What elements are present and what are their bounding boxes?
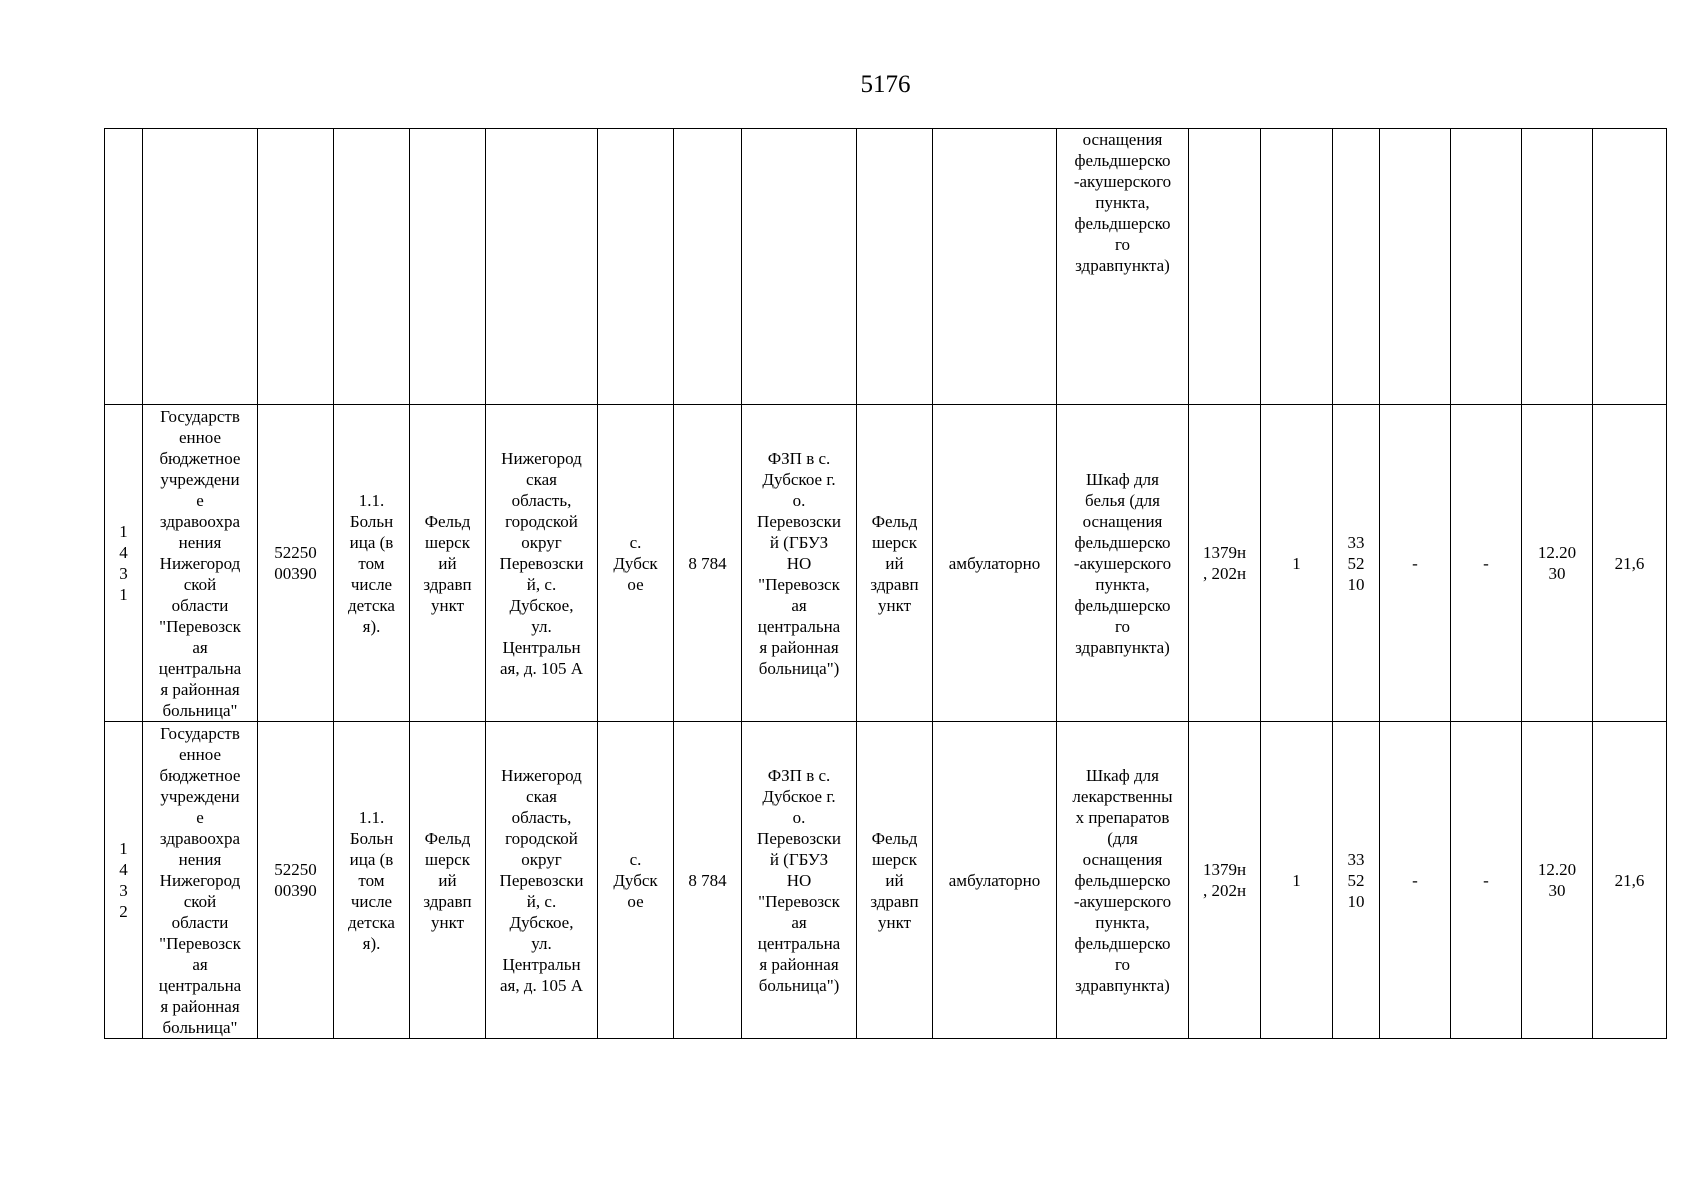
cell-care-condition: амбулаторно [933, 405, 1057, 722]
table-row [105, 405, 1667, 722]
cell-cost: 21,6 [1593, 722, 1667, 1039]
cell-quantity: 1 [1261, 722, 1333, 1039]
cell-code: 52250 00390 [258, 405, 334, 722]
cell-organization: Государств енное бюджетное учреждени е здравоохра нения Нижегород ской области "Перевозск ая центральна я районная больница" [143, 722, 258, 1039]
cell-category: 1.1. Больн ица (в том числе детска я). [334, 405, 410, 722]
cell-col-b [1451, 129, 1522, 405]
cell-col-a: - [1380, 722, 1451, 1039]
cell-facility: ФЗП в с. Дубское г. о. Перевозски й (ГБУЗ НО "Перевозск ая центральна я районная больница") [742, 722, 857, 1039]
table-row [105, 722, 1667, 1039]
table-row-continuation [105, 129, 1667, 405]
cell-locality [598, 129, 674, 405]
cell-col-a [1380, 129, 1451, 405]
cell-organization: Государств енное бюджетное учреждени е здравоохра нения Нижегород ской области "Перевозск ая центральна я районная больница" [143, 405, 258, 722]
cell-category: 1.1. Больн ица (в том числе детска я). [334, 722, 410, 1039]
cell-facility-type [857, 129, 933, 405]
cell-unit-type: Фельд шерск ий здравп ункт [410, 722, 486, 1039]
cell-code2: 33 52 10 [1333, 405, 1380, 722]
cell-num [105, 129, 143, 405]
cell-date: 12.20 30 [1522, 722, 1593, 1039]
cell-code [258, 129, 334, 405]
cell-cost [1593, 129, 1667, 405]
cell-organization [143, 129, 258, 405]
cell-population: 8 784 [674, 722, 742, 1039]
cell-care-condition [933, 129, 1057, 405]
cell-equipment: Шкаф для белья (для оснащения фельдшерско -акушерского пункта, фельдшерско го здравпункта) [1057, 405, 1189, 722]
cell-code2: 33 52 10 [1333, 722, 1380, 1039]
cell-address: Нижегород ская область, городской округ Перевозски й, с. Дубское, ул. Центральн ая, д. 105 А [486, 722, 598, 1039]
cell-facility [742, 129, 857, 405]
cell-quantity: 1 [1261, 405, 1333, 722]
cell-date [1522, 129, 1593, 405]
cell-population [674, 129, 742, 405]
cell-num: 1 4 3 2 [105, 722, 143, 1039]
cell-order: 1379н , 202н [1189, 405, 1261, 722]
cell-code2 [1333, 129, 1380, 405]
cell-address [486, 129, 598, 405]
cell-facility-type: Фельд шерск ий здравп ункт [857, 722, 933, 1039]
cell-code: 52250 00390 [258, 722, 334, 1039]
cell-care-condition: амбулаторно [933, 722, 1057, 1039]
cell-address: Нижегород ская область, городской округ Перевозски й, с. Дубское, ул. Центральн ая, д. 105 А [486, 405, 598, 722]
cell-unit-type [410, 129, 486, 405]
cell-facility-type: Фельд шерск ий здравп ункт [857, 405, 933, 722]
cell-date: 12.20 30 [1522, 405, 1593, 722]
cell-equipment: Шкаф для лекарственны х препаратов (для оснащения фельдшерско -акушерского пункта, фельдшерско го здравпункта) [1057, 722, 1189, 1039]
cell-equipment: оснащения фельдшерско -акушерского пункта, фельдшерско го здравпункта) [1057, 129, 1189, 405]
page-number: 5176 [860, 71, 911, 98]
cell-unit-type: Фельд шерск ий здравп ункт [410, 405, 486, 722]
cell-locality: с. Дубск ое [598, 722, 674, 1039]
cell-quantity [1261, 129, 1333, 405]
cell-col-a: - [1380, 405, 1451, 722]
cell-population: 8 784 [674, 405, 742, 722]
cell-col-b: - [1451, 722, 1522, 1039]
cell-order [1189, 129, 1261, 405]
cell-category [334, 129, 410, 405]
cell-cost: 21,6 [1593, 405, 1667, 722]
registry-table [104, 128, 1667, 1039]
cell-facility: ФЗП в с. Дубское г. о. Перевозски й (ГБУЗ НО "Перевозск ая центральна я районная больница") [742, 405, 857, 722]
cell-num: 1 4 3 1 [105, 405, 143, 722]
cell-order: 1379н , 202н [1189, 722, 1261, 1039]
cell-col-b: - [1451, 405, 1522, 722]
cell-locality: с. Дубск ое [598, 405, 674, 722]
